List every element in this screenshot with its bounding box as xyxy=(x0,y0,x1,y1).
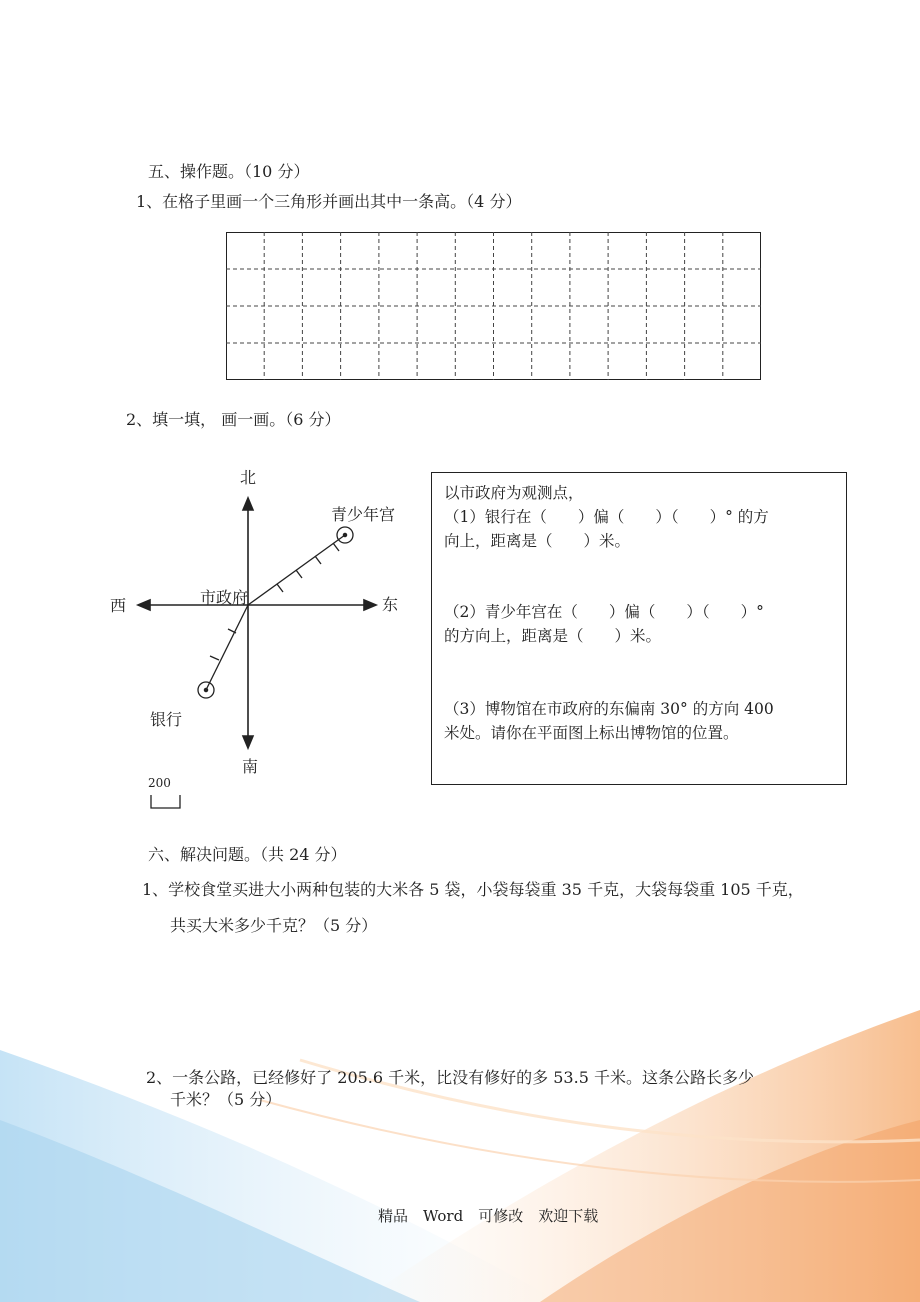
city-hall-label: 市政府 xyxy=(200,588,249,607)
tick-mark xyxy=(333,543,339,551)
section5-title: 五、操作题。（10 分） xyxy=(148,162,310,181)
tick-mark xyxy=(296,570,302,578)
question-2: 2、填一填， 画一画。（6 分） xyxy=(126,410,341,429)
drawing-grid[interactable] xyxy=(226,232,761,380)
box-q3-line1: （3）博物馆在市政府的东偏南 30° 的方向 400 xyxy=(444,700,774,718)
box-q3-line2: 米处。请你在平面图上标出博物馆的位置。 xyxy=(444,724,739,742)
problem-2-line2: 千米？（5 分） xyxy=(170,1090,282,1109)
box-q1-line2: 向上，距离是（ ）米。 xyxy=(444,532,631,550)
scale-bar xyxy=(151,795,180,808)
tick-mark xyxy=(210,656,219,660)
question-box xyxy=(431,472,847,785)
section6-title: 六、解决问题。（共 24 分） xyxy=(148,845,347,864)
north-label: 北 xyxy=(240,468,257,487)
youth-palace-label: 青少年宫 xyxy=(331,505,396,524)
bank-label: 银行 xyxy=(150,710,183,729)
south-label: 南 xyxy=(242,757,259,776)
problem-1-line2: 共买大米多少千克？（5 分） xyxy=(170,916,378,935)
box-q2-line1: （2）青少年宫在（ ）偏（ ）（ ）° xyxy=(444,603,764,621)
south-arrow xyxy=(243,736,253,748)
west-arrow xyxy=(138,600,150,610)
problem-2-line1: 2、一条公路，已经修好了 205.6 千米，比没有修好的多 53.5 千米。这条公路长多少 xyxy=(146,1068,754,1087)
box-q1-line1: （1）银行在（ ）偏（ ）（ ）° 的方 xyxy=(444,508,769,526)
east-label: 东 xyxy=(382,595,399,614)
question-1: 1、在格子里画一个三角形并画出其中一条高。（4 分） xyxy=(136,192,522,211)
footer-text: 精品 Word 可修改 欢迎下载 xyxy=(378,1207,599,1225)
box-intro: 以市政府为观测点， xyxy=(444,484,584,502)
bank-line xyxy=(206,605,248,690)
problem-1-line1: 1、学校食堂买进大小两种包装的大米各 5 袋，小袋每袋重 35 千克，大袋每袋重 105 千克， xyxy=(142,880,804,899)
west-label: 西 xyxy=(110,596,127,615)
east-arrow xyxy=(364,600,376,610)
scale-label: 200 xyxy=(148,776,171,790)
box-q2-line2: 的方向上，距离是（ ）米。 xyxy=(444,627,662,645)
tick-mark xyxy=(315,556,321,564)
tick-mark xyxy=(277,584,283,592)
north-arrow xyxy=(243,498,253,510)
